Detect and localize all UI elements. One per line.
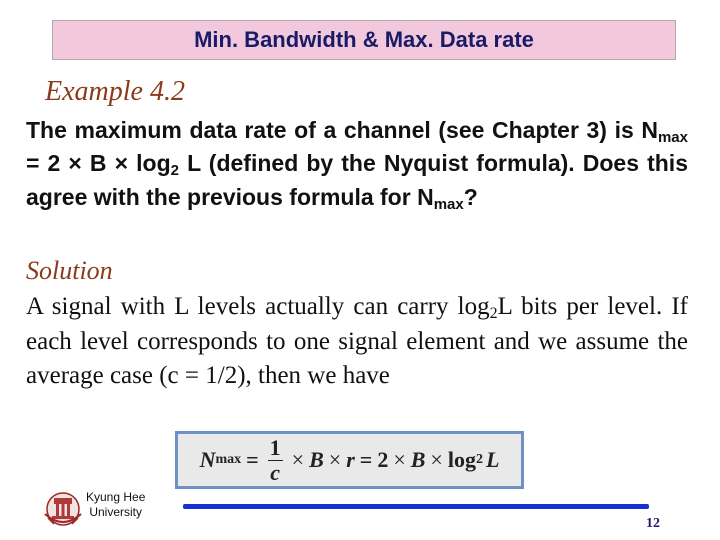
formula-fraction (268, 434, 283, 485)
formula-frac-numerator: 1 (269, 434, 281, 460)
slide-title-bar (52, 20, 676, 60)
formula-frac-denominator: c (270, 459, 281, 485)
footer-divider (183, 504, 649, 509)
formula-r: r (346, 447, 355, 472)
slide-title: Min. Bandwidth & Max. Data rate (194, 27, 534, 52)
formula-times-1: × (291, 447, 305, 472)
university-name-line-2: University (89, 505, 143, 519)
formula-l: L (485, 447, 500, 472)
formula-times-4: × (430, 447, 443, 472)
formula-b-1: B (309, 447, 324, 472)
formula-log-sub: 2 (475, 452, 483, 467)
university-name-line-1: Kyung Hee (86, 490, 146, 504)
question-sub-2: 2 (170, 162, 179, 180)
solution-text-2: L bits per level. If each level corresponds to one signal element and we assume the average case (c = 1/2), then we have (26, 293, 688, 389)
page-number: 12 (646, 516, 660, 531)
formula-times-2: × (328, 447, 342, 472)
solution-text-1: A signal with L levels actually can carry log (26, 293, 490, 320)
solution-sub-1: 2 (489, 305, 498, 322)
question-text-3: L (defined by the Nyquist formula). Does this agree with the previous formula for N (26, 150, 688, 210)
university-seal-icon (42, 488, 84, 528)
question-text-4: ? (463, 183, 478, 210)
solution-paragraph (26, 290, 688, 394)
question-sub-3: max (433, 195, 464, 213)
formula-log: log (447, 447, 476, 472)
question-text-1: The maximum data rate of a channel (see Chapter 3) is N (26, 117, 658, 143)
question-paragraph (26, 114, 688, 214)
university-name (86, 490, 145, 520)
formula-two: 2 (377, 447, 389, 472)
solution-heading: Solution (26, 256, 113, 285)
example-heading: Example 4.2 (45, 76, 185, 107)
question-text-2: = 2 × B × log (26, 150, 171, 177)
formula-box (175, 431, 524, 489)
formula-n-sub: max (215, 452, 242, 467)
formula-b-2: B (410, 447, 426, 472)
formula-equals-2: = (359, 447, 373, 472)
formula-equals-1: = (246, 447, 259, 472)
formula-times-3: × (393, 447, 406, 472)
formula-n: N (199, 447, 216, 472)
question-sub-1: max (657, 129, 688, 146)
